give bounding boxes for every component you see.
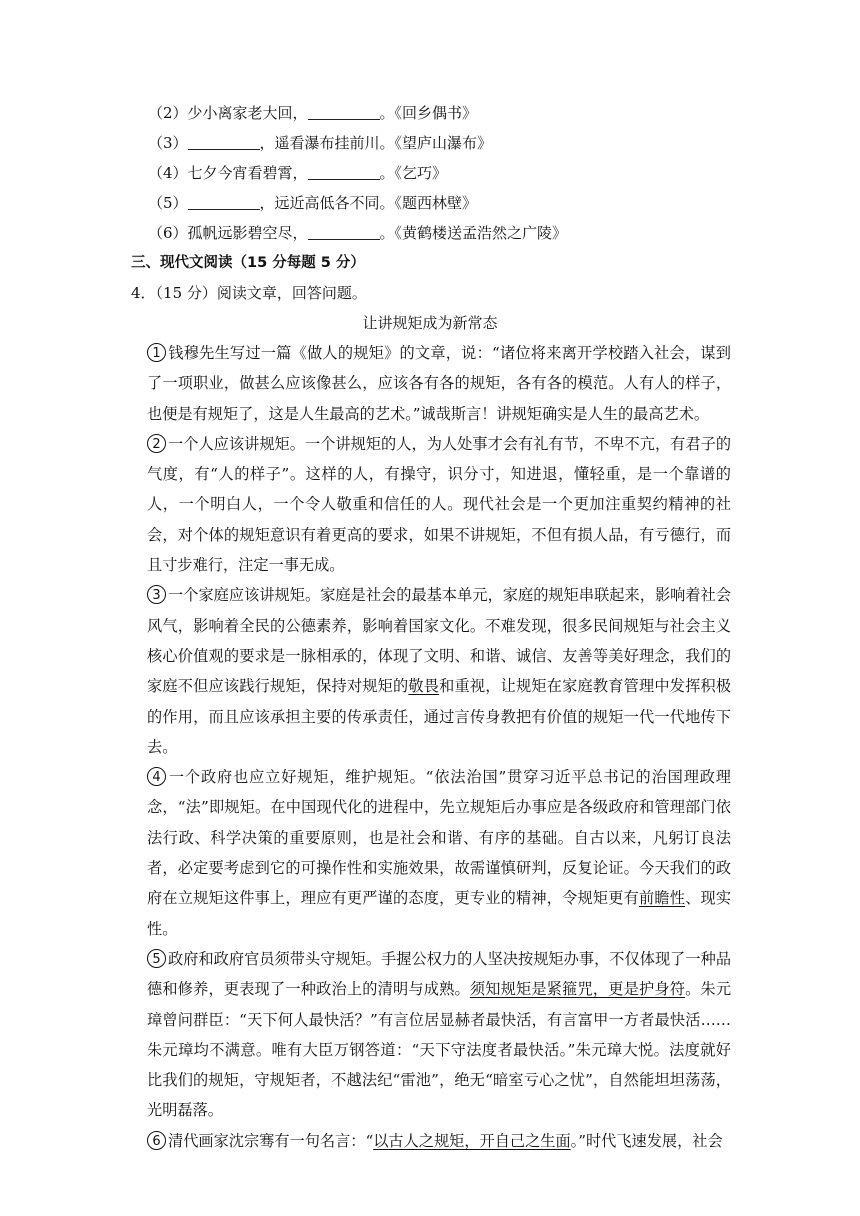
- paragraph-text: 。朱元璋曾问群臣：“天下何人最快活？”有言位居显赫者最快活，有言富甲一方者最快活……朱元璋均不满意。唯有大臣万钢答道：“天下守法度者最快活。”朱元璋大悦。法度就好比我们的规矩，守规矩者，不越法纪“雷池”，绝无“暗室亏心之忧”，自然能坦坦荡荡，光明磊落。: [147, 980, 732, 1120]
- article-title: 让讲规矩成为新常态: [362, 314, 498, 332]
- paragraph-text: 一个家庭应该讲规矩。家庭是社会的最基本单元，家庭的规矩串联起来，影响着社会风气，影响着全民的公德素养，影响着国家文化。不难发现，很多民间规矩与社会主义核心价值观的要求是一脉相承的，体现了文明、和谐、诚信、友善等美好理念，我们的家庭不但应该践行规矩，保持对规矩的: [147, 586, 731, 696]
- answer-blank[interactable]: [308, 105, 380, 120]
- poem-text: （3）: [148, 134, 188, 152]
- answer-blank[interactable]: [188, 135, 260, 150]
- answer-blank[interactable]: [308, 225, 380, 240]
- poem-text: （4）七夕今宵看碧霄，: [148, 164, 308, 182]
- underlined-word: 前瞻性: [638, 889, 686, 908]
- paragraph-number: 2: [147, 434, 166, 453]
- paragraph-3: [147, 580, 731, 762]
- paragraph-text: 和重视，让规矩在家庭教育管理中发挥积极的作用，而且应该承担主要的传承责任，通过言传身教把有价值的规矩一代一代地传下去。: [147, 677, 732, 756]
- paragraph-text: 钱穆先生写过一篇《做人的规矩》的文章，说：“诸位将来离开学校踏入社会，谋到了一项职业，做甚么应该像甚么，应该各有各的规矩，各有各的模范。人有人的样子，也便是有规矩了，这是人生最高的艺术。”诚哉斯言！讲规矩确实是人生的最高艺术。: [147, 344, 731, 423]
- underlined-sentence: 须知规矩是紧箍咒，更是护身符: [469, 980, 686, 999]
- poem-source: 。《回乡偶书》: [379, 104, 478, 122]
- poem-text: （5）: [148, 194, 188, 212]
- paragraph-number: 1: [147, 343, 166, 362]
- paragraph-text: 一个政府也应立好规矩，维护规矩。“依法治国”贯穿习近平总书记的治国理政理念，“法”即规矩。在中国现代化的进程中，先立规矩后办事应是各级政府和管理部门依法行政、科学决策的重要原则，也是社会和谐、有序的基础。自古以来，凡躬订良法者，必定要考虑到它的可操作性和实施效果，故需谨慎研判，反复论证。今天我们的政府在立规矩这件事上，理应有更严谨的态度，更专业的精神，令规矩更有: [147, 768, 731, 908]
- paragraph-text: 清代画家沈宗骞有一句名言：“: [168, 1131, 374, 1150]
- section-heading: 三、现代文阅读（15 分每题 5 分）: [131, 255, 365, 271]
- poem-source: 。《黄鹤楼送孟浩然之广陵》: [379, 224, 568, 242]
- poem-source: ，远近高低各不同。《题西林壁》: [259, 194, 478, 212]
- paragraph-1: [147, 338, 731, 429]
- paragraph-4: [147, 762, 731, 944]
- poem-line-2: [148, 103, 477, 123]
- poem-line-3: [148, 133, 492, 153]
- paragraph-6: [147, 1126, 731, 1156]
- poem-line-6: [148, 223, 567, 243]
- paragraph-text: 政府和政府官员须带头守规矩。手握公权力的人坚决按规矩办事，不仅体现了一种品德和修养，更表现了一种政治上的清明与成熟。: [147, 949, 731, 999]
- answer-blank[interactable]: [308, 165, 380, 180]
- paragraph-2: [147, 429, 731, 580]
- paragraph-number: 5: [147, 949, 166, 968]
- paragraph-text: 一个人应该讲规矩。一个讲规矩的人，为人处事才会有礼有节，不卑不亢，有君子的气度，有“人的样子”。这样的人，有操守，识分寸，知进退，懂轻重，是一个靠谱的人，一个明白人，一个令人敬重和信任的人。现代社会是一个更加注重契约精神的社会，对个体的规矩意识有着更高的要求，如果不讲规矩，不但有损人品，有亏德行，而且寸步难行，注定一事无成。: [147, 434, 731, 575]
- article-body: [147, 338, 731, 1156]
- underlined-word: 敬畏: [408, 677, 440, 696]
- paragraph-number: 6: [147, 1131, 166, 1150]
- question-intro: 4．（15 分）阅读文章，回答问题。: [131, 284, 367, 302]
- answer-blank[interactable]: [188, 195, 260, 210]
- underlined-quote: 以古人之规矩，开自己之生面: [373, 1131, 571, 1150]
- paragraph-text: 、现实性。: [147, 889, 732, 938]
- paragraph-text: 。”时代飞速发展，社会: [570, 1131, 723, 1150]
- paragraph-number: 4: [147, 767, 166, 786]
- poem-source: ，遥看瀑布挂前川。《望庐山瀑布》: [259, 134, 493, 152]
- poem-line-5: [148, 193, 477, 213]
- poem-text: （2）少小离家老大回，: [148, 104, 308, 122]
- poem-text: （6）孤帆远影碧空尽，: [148, 224, 308, 242]
- paragraph-number: 3: [147, 585, 166, 604]
- paragraph-5: [147, 944, 731, 1126]
- poem-source: 。《乞巧》: [379, 164, 448, 182]
- poem-line-4: [148, 163, 447, 183]
